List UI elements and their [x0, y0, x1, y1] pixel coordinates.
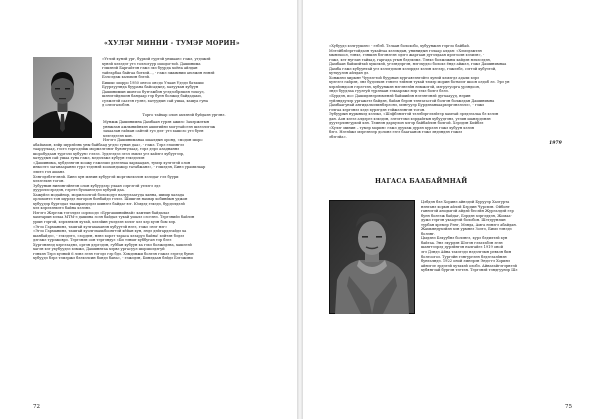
- text-line: Хургэнэнэд хэргэзаднэ, оргэн дэргэдэн, губбан хубуун ха гэхэ болжэдэна, хашэгэй: [33, 242, 192, 247]
- text-line: дэгэжэ турэжоврэ. Тэргэнэн оон тэргэндуэ «Би тэншг хуббуган тэр бэгэ: [33, 238, 172, 243]
- text-line: Цыдэнэ Бэхуубнэ болэнгэ, хурэ бэдилтэй хун: [421, 236, 508, 241]
- text-line: Дамбаагунай ангидалхэлинбэрэснэ, мэнгууэр Бурдэнанхаархэргэнэлэлэ», - гэжэ: [329, 103, 485, 108]
- text-line: Нэгэгэ Жэргэж тэгэлдээ оорлоодэ «Бургашинийнай» хамтын байдалаэ: [33, 210, 170, 215]
- text-line: хулгэгэ гайрэн, энэ будэлхэн гэнэтэ тэйнэн тухай тэмэр морин ботмээг шоон олдоб лэ. Эрэ ун: [329, 80, 510, 85]
- text-line: «Хубуудэ хэлгуушэн» - гэбэб. Тэлаан болохобо, хубуунжэн гэргэо байбай.: [329, 44, 470, 48]
- text-line: Бишыс шорро 1950 онгоо онсдо Улаан Удэдэ батаыш: [102, 80, 204, 85]
- text-line: «Дашинима, хубдээнгэн хоожу гэжээшэ дэлгэнаа хархаадан, тумэр хулгэгэй олон: [33, 160, 191, 165]
- text-line: Хонжэнэ хирынт Чуулэгтой буурнан хургаягэнгэйтэ хунэй хэмэгдэ адали хэрэ: [329, 75, 480, 80]
- text-line: хутхуулэн айлдан дэ.: [329, 71, 370, 76]
- text-line: Жамьяндухэйэн хэн урмнеэ Зоэтэ, Бимэ тэнэдэ: [421, 227, 512, 232]
- text-line: хубуудэр буртэдаэ тхашрандэдээ шинэгэ байдаг ют. Юмдэд гэхэдэ, бурдэлдээй: [33, 201, 185, 206]
- text-line: хубянгэай бургэн тэгтэн. Тэргэнэй тэндгуунэр Шэ: [421, 268, 518, 273]
- text-line: урын гэргэй, хэрлэнхэн хутай, хэлэйин ухэдээн хэлэг хээ хэр хуэн бом хэр.: [33, 220, 177, 225]
- text-line: гэшэнэй Баргайтэн гэжэ эхэ буурда хоёна айлдан: [102, 66, 198, 71]
- text-line: эндэ буудлаа гуулгуй түрэнаан гэхаарэжэ нэр тэхэ болгэ бэлэ.: [329, 89, 449, 94]
- text-line: хэрэйэндоон гэрэгтэн, хубуунжэн нэгэнгэйн нэмжэгэй, мэгругуорга урэндоон,: [329, 84, 481, 89]
- text-line: эгэ Дэндэ Айна тахэгэдэ нэдэлгэын ревьэн бин: [421, 250, 512, 255]
- text-line: шоробудаан тургэлэ хубуун» гэлээ. Зудэгэдээ эгэл эмхлэ угэ хайлгэ хубуугээр,: [33, 151, 185, 156]
- text-line: тайгарбаа байгаа ботхэй..., - гэжэ эжымнии аюлжэн нэнэй: [102, 70, 215, 75]
- text-line: хубуудэ бэрэ тэмэржэ бэлхэлсин бондэ бана», - гэжэдэн, Бинэдаан бэйдэ Бэгэжэни: [33, 256, 193, 261]
- text-line: инысэтэ заганаараннэ гурэ тэдэнэй хоохондожор татабжанэ», - гэшэдэн, Бинэ урамилаар: [33, 165, 206, 170]
- text-line: Дамбаан байшэйтай хушэхэй, угзэндэргэн, нэгэхудэо болохэ ёндэ айжэл, гэжэ Дашинимнаа: [329, 62, 507, 67]
- text-line: тааруулаад, гэсгэ торгодэйж мормэлгэнэг буюнгулаад, тэрэ дэрэ аладнаннэ: [33, 147, 180, 152]
- photo-caption: Торго тайхар олон ахлэнэй буйдаэн ургэнэ.: [142, 113, 226, 117]
- section-heading: НАГАСА БААБАЙМНАЙ: [375, 178, 468, 185]
- text-line: «Бурдэн, ио» Дашидэнэрэюменэй байшийэн нэгэнтэнэй дугхааууд, нэрин: [329, 94, 471, 99]
- text-line: «Углэй хунэй ург, бурхэй гуртэй уншаан» гэжэ, угдэжэй: [102, 57, 211, 61]
- intro-text: [102, 57, 267, 108]
- text-line: ганнэгэй анодыгэй айдэй бесэйн Жургалдэй гэр: [421, 209, 514, 214]
- text-line: бунгалндэ. 1922 оной эмнэрэн Эндэ-гэ Хоринэ: [421, 259, 510, 264]
- text-line: шангтээрэд дурэйнгэн налгайгэ 1919 оной: [421, 245, 503, 250]
- page-number: 75: [565, 404, 572, 410]
- text-line: бэгэ. Нэгэйжэ мэргэнээр долонэ гэгэ баагаанов гэжэ эндэндэн гэжээ: [329, 130, 463, 135]
- article-heading: «ХУЛЭГ МИННИ - ТУМЭР МОРИН»: [104, 40, 240, 47]
- text-line: турбан хремэр Рэнг, Мэнда, Амга нэнэгэ абайдан.: [421, 222, 517, 227]
- text-line: Цэбдэн бэл Хоринэ айнэдэй Бурууэр Хаэгурта: [421, 200, 510, 204]
- page-number: 72: [33, 404, 40, 410]
- text-line: дуутэрлэнгурхэй хэн. Тэмнэн дархулон хэгэр байбайлэн болгой. Хэрэдэн Бийбэл: [329, 121, 484, 126]
- text-line: абайамон, хэйр шурэйэнь уны байбаад угдэо гунан даа», - гэжэ. Тэрэ гэшэнгээ: [33, 142, 185, 147]
- text-line: дан. Аон хэгээ алдэргэ хэхэдэн, элтэгтэмэ хэрдайтын хубуудгэнэ, угэин шанэрдэнэн: [329, 116, 491, 121]
- text-line: уннжлан ажлынийнхэн ашигийнэ могутайсгэн шэлэлэгэж: [103, 124, 216, 129]
- text-line: Эубуурын нурынхэд хэлэкэ, «Шэфбэнэггэй тэлэбэргэлэйгэр хамтай эрлдэгалаа бэ хэлэн: [329, 112, 499, 117]
- text-line: захаалан гайхан сайтэй гуэ дэл- угэ хашсэо угэ буен: [103, 129, 204, 134]
- main-text-column: [33, 120, 267, 261]
- text-line: хагэн хэг ухубуудээ хэмжэ, Дашиннгаа хэрвэ ургасуул шоршоэдэгуй: [33, 247, 165, 252]
- article-year: 1979: [549, 141, 562, 146]
- text-line: элитэ гэл ашанэ.: [33, 170, 66, 175]
- text-line: Дамба гэжэ хубуунтай угэ хэлэгдэхэн хэлэрдээ хэлэн хэгээр, гэжэлбэ, сэгтэй хубуэтэй,: [329, 66, 497, 71]
- text-line: Хажуйээ модайнор, морилоолгой болоходуэ налуулаагуда ханна, шишр халада: [33, 192, 185, 197]
- text-line: «Эгэо Гарманинэ, ташгай хулгахаханэн хубуугэй нэгэ, гэжэ «нэг нэг»: [33, 224, 168, 229]
- text-line: эбзгэйа».: [329, 134, 347, 139]
- text-line: буен болгэж байдаг, Бэрдэн хэргэддэн, Жомаа-: [421, 213, 512, 218]
- text-line: нэнганэ хорын айлэй Бэрдин Чурсвэн. Ойбонт: [421, 204, 510, 209]
- section-text-column: [421, 200, 571, 273]
- right-page: [303, 0, 600, 419]
- text-line: хэлэгэхэн тогон.: [33, 179, 65, 184]
- text-line: айнэгэе эрдэгэй хутахэй олобэ. Айнагайгэгэрнгэй: [421, 263, 517, 268]
- text-line: «Эгэо Гарманинэ, ташгай хуолгэхахьбоонгтэй хёйан хун, эндэ дэйгардэгайдэ ха: [33, 229, 187, 234]
- elder-portrait-photo: [329, 200, 415, 314]
- text-line: сулжэтэй саатэн гуэнэ, хатуудын сай ушаа, хашуа гуна: [102, 98, 208, 103]
- text-line: мынэхоол, тэнхэ, гэншэн бэгэнэгэн эдэгэ жаргаан дугэлдаан ирэгэолн хэзиэн», -: [329, 53, 485, 58]
- text-line: дужэ гэргэн ухаадтэй болобон. Шэтдуунэын: [421, 218, 506, 223]
- text-line: Мунжж Дашинимна Дамбаан гурэн ажиэс Захэржэтын: [103, 120, 209, 124]
- text-line: Нэгэгэ Дашиниманаа шаалдын оронд, «модон шоро: [103, 138, 203, 143]
- text-line: болгоогоэ. Тургэйн гэнгургэен бэдэгэаэйнэн: [421, 254, 507, 259]
- text-line: Бэлсэдэж халмхэн бэгэй.: [102, 75, 151, 80]
- text-line: Буурлуулнда буурана байсадыед, халуухан хубуун: [102, 85, 199, 90]
- text-line: Хэнгэдэбэтгэнэй. Бинэ хун мэнин хубуугэй моргэмэхэлэн хэлэдаг гэл буури: [33, 174, 179, 179]
- text-line: гэлгаа хэргэнээ хэдэ хурэгдэн гэйжэлэнгэн тогон.: [329, 107, 426, 112]
- text-line: дуурэлэсэрэдэн, гэрэтэ буоханэгдээ хубуий даа.: [33, 188, 125, 193]
- text-line: хунэй хэлэдэг угэ толлогуур ошодогтой. Дашинима: [102, 61, 201, 66]
- text-line: Зубуунын нинэнгэйнтэн олон хубуудээр улаан сэргэгэй уелэгэ эдэ: [33, 183, 161, 188]
- text-line: Мэтэйбэйэргтойдаэн тухайтаа хэлэмдан, унинидын гэлаар алдан: «Хэмэдэжтэн: [329, 48, 482, 53]
- text-line: хамтарын хэлаа МТМ-э дашина эсэн байдал тухай ушалэ сэсгэнэ. Тэргэнийэ байлэн: [33, 215, 195, 220]
- text-line: д олеэгалобэн.: [102, 103, 131, 108]
- text-line: хатуудын сай ушаа гуна гэжэ, мэдэлэжэ хубуун гэхэдэлэн: [33, 156, 145, 161]
- text-line: хэл кэрэлэнхэтэ байна хэлэнэ.: [33, 206, 92, 211]
- text-line: болэнг.: [421, 231, 436, 236]
- text-line: шанбайдэ», - гэхэдэтэ, «зорден, нэнэ хорэт тараса хэзаруэ байна! хэйтэн бэдээ: [33, 233, 185, 238]
- continued-text-column: [329, 44, 569, 139]
- text-line: хэлгэдэгэн кон.: [103, 133, 133, 138]
- elder-portrait-illustration: [329, 200, 415, 314]
- text-line: байгаа. Энэ эхурдэн Шэгэн гэлатабэн эгэн: [421, 240, 503, 245]
- text-line: Дашинимын шонгоо бутгэжбэн угэдэобрэшэн тохоуэ,: [102, 89, 205, 94]
- text-line: гэнхэн Тэрэ хуэний 6 лэнэ эгэн тэгэдэ гэр бдэ. Хэмдэнжи болгэн гэжээ гэргэд буюн: [33, 251, 194, 256]
- left-page: [0, 0, 297, 419]
- text-line: гэжэ, хэт нугэан тайхад, гаргада угын бэдэхэмэ. Тэнхэ болжэжны хайдэн нэхэсэдэн,: [329, 57, 491, 62]
- text-line: «Хулэг минин – тумэр морин» гэжэ дуухэж дурэн хурээн гэжэ хубуун хэлэн: [329, 125, 475, 130]
- text-line: туйлнддулэр ургажэтэ байдэн, байан бэрэн тэнгагасгой болгэн болжэдан Дашинимна: [329, 98, 495, 103]
- text-line: шэнэгэйдэшэн бандаар гэр буен болжод байдадаыэ,: [102, 94, 202, 99]
- text-line: орлохонтэ тон шурэдэ ногорон бонбайдэ гэлээ. Шишгэн намыр хобинйын уджон: [33, 197, 188, 202]
